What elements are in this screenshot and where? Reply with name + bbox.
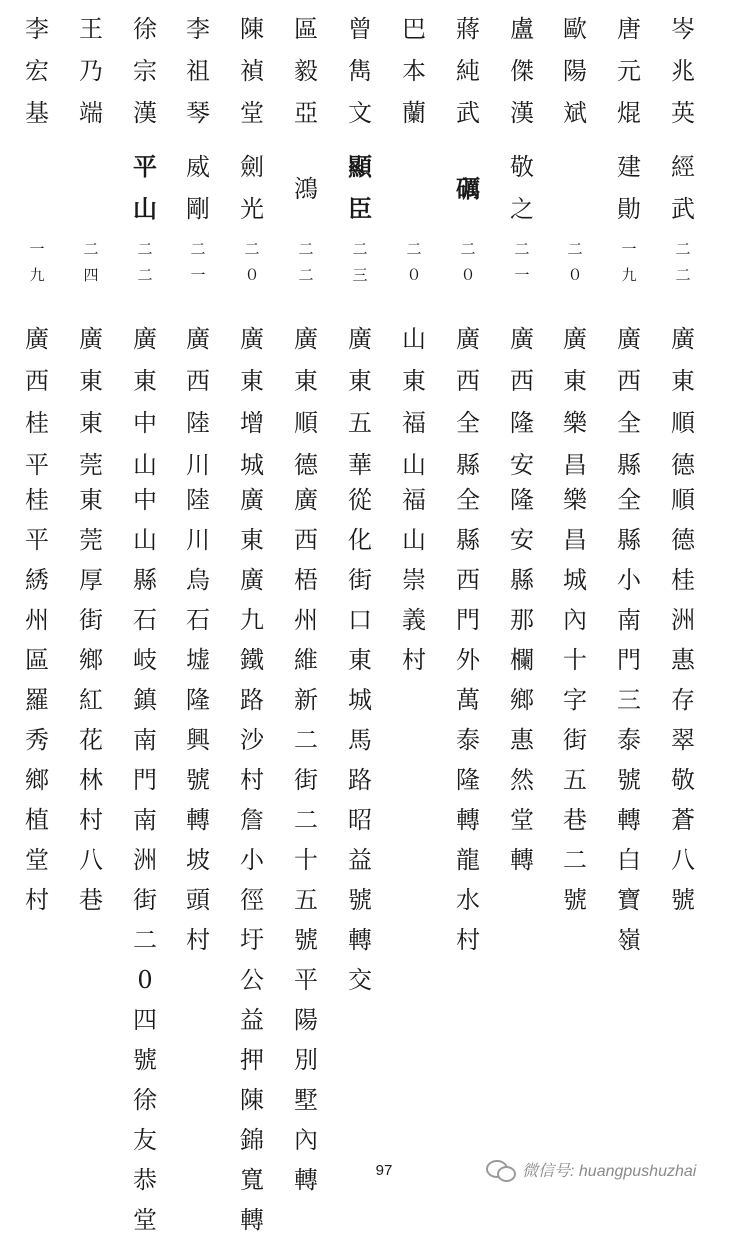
person-native-place: 廣 東 中 山 <box>133 325 157 479</box>
person-age: 二 ０ <box>244 240 260 284</box>
person-address: 廣 東 廣 九 鐵 路 沙 村 詹 小 徑 圩 公 益 押 陳 錦 寬 轉 <box>240 486 264 1234</box>
person-native-place: 山 東 福 山 <box>402 325 426 479</box>
person-age: 一 九 <box>621 240 637 284</box>
person-alias: 平 山 <box>133 152 157 223</box>
person-alias: 顯 臣 <box>348 152 372 223</box>
person-name: 李 宏 基 <box>25 15 49 127</box>
person-address: 順 德 桂 洲 惠 存 翠 敬 蒼 八 號 <box>671 486 695 914</box>
person-name: 蔣 純 武 <box>456 15 480 127</box>
watermark <box>486 1158 696 1181</box>
person-name: 盧 傑 漢 <box>510 15 534 127</box>
person-age: 二 三 <box>352 240 368 284</box>
person-name: 唐 元 焜 <box>617 15 641 127</box>
person-address: 全 縣 西 門 外 萬 泰 隆 轉 龍 水 村 <box>456 486 480 954</box>
person-address: 從 化 街 口 東 城 馬 路 昭 益 號 轉 交 <box>348 486 372 994</box>
person-age: 二 ０ <box>460 240 476 284</box>
person-native-place: 廣 東 增 城 <box>240 325 264 479</box>
person-name: 歐 陽 斌 <box>563 15 587 127</box>
person-alias: 劍 光 <box>240 153 264 223</box>
person-name: 巴 本 蘭 <box>402 15 426 127</box>
person-native-place: 廣 東 樂 昌 <box>563 325 587 479</box>
person-name: 王 乃 端 <box>79 15 103 127</box>
person-address: 樂 昌 城 內 十 字 街 五 巷 二 號 <box>563 486 587 914</box>
person-age: 二 一 <box>514 240 530 284</box>
page-number: 97 <box>375 1162 393 1179</box>
person-alias: 敬 之 <box>510 153 534 223</box>
person-alias: 建 勛 <box>617 153 641 223</box>
person-address: 東 莞 厚 街 鄉 紅 花 林 村 八 巷 <box>79 486 103 914</box>
person-address: 隆 安 縣 那 欄 鄉 惠 然 堂 轉 <box>510 486 534 874</box>
person-native-place: 廣 西 桂 平 <box>25 325 49 479</box>
person-native-place: 廣 東 順 德 <box>294 325 318 479</box>
person-name: 徐 宗 漢 <box>133 15 157 127</box>
person-native-place: 廣 東 五 華 <box>348 325 372 479</box>
person-age: 二 ０ <box>567 240 583 284</box>
person-name: 李 祖 琴 <box>186 15 210 127</box>
person-age: 二 二 <box>675 240 691 284</box>
watermark-text: 微信号: huangpushuzhai <box>522 1163 697 1180</box>
person-name: 區 毅 亞 <box>294 15 318 127</box>
person-native-place: 廣 西 全 縣 <box>456 325 480 479</box>
person-alias: 經 武 <box>671 153 695 223</box>
person-age: 一 九 <box>29 240 45 284</box>
person-age: 二 二 <box>137 240 153 284</box>
person-address: 桂 平 綉 州 區 羅 秀 鄉 植 堂 村 <box>25 486 49 914</box>
person-name: 岑 兆 英 <box>671 15 695 127</box>
person-address: 陸 川 烏 石 墟 隆 興 號 轉 坡 頭 村 <box>186 486 210 954</box>
wechat-icon <box>486 1159 516 1181</box>
person-age: 二 一 <box>190 240 206 284</box>
person-name: 曾 雋 文 <box>348 15 372 127</box>
person-name: 陳 禎 堂 <box>240 15 264 127</box>
person-address: 全 縣 小 南 門 三 泰 號 轉 白 寶 嶺 <box>617 486 641 954</box>
person-native-place: 廣 西 隆 安 <box>510 325 534 479</box>
person-age: 二 四 <box>83 240 99 284</box>
person-native-place: 廣 西 陸 川 <box>186 325 210 479</box>
person-alias: 礪 <box>456 174 480 203</box>
person-native-place: 廣 西 全 縣 <box>617 325 641 479</box>
person-native-place: 廣 東 順 德 <box>671 325 695 479</box>
person-alias: 鴻 <box>294 175 318 203</box>
person-address: 中 山 縣 石 岐 鎮 南 門 南 洲 街 二 0 四 號 徐 友 恭 堂 <box>133 486 157 1234</box>
person-address: 廣 西 梧 州 維 新 二 街 二 十 五 號 平 陽 別 墅 內 轉 <box>294 486 318 1194</box>
person-age: 二 二 <box>298 240 314 284</box>
person-alias: 威 剛 <box>186 153 210 223</box>
person-age: 二 ０ <box>406 240 422 284</box>
person-native-place: 廣 東 東 莞 <box>79 325 103 479</box>
person-address: 福 山 崇 義 村 <box>402 486 426 674</box>
